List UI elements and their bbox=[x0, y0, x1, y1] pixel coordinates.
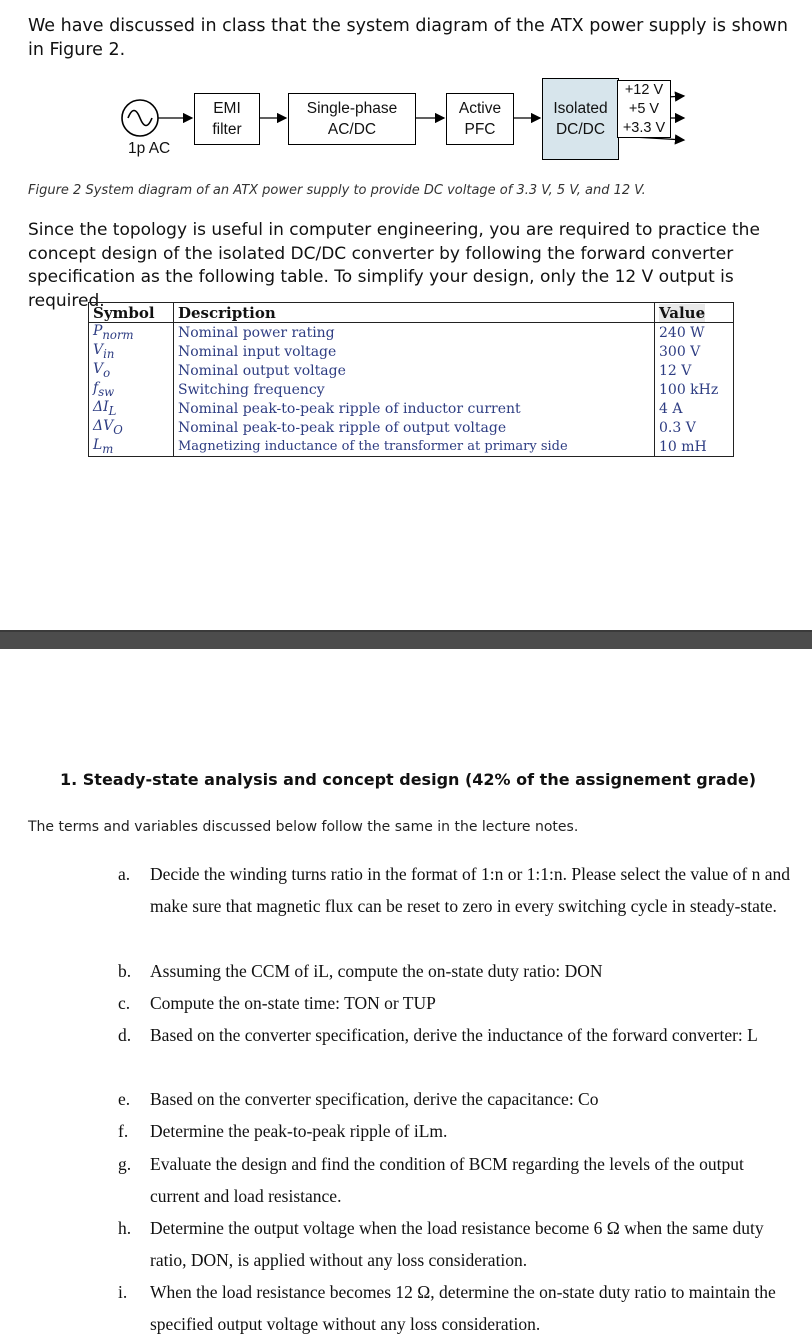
symbol-cell: $\Delta I_L$ bbox=[89, 399, 174, 418]
value-cell: 0.3 V bbox=[655, 418, 734, 437]
section-note: The terms and variables discussed below follow the same in the lecture notes. bbox=[28, 819, 579, 835]
table-row bbox=[89, 437, 734, 457]
header-description: Description bbox=[174, 303, 655, 323]
design-paragraph: Since the topology is useful in computer engineering, you are required to practice the concept design of the isolated DC/DC converter by following the forward converter specification as the following table. To simplify your design, only the 12 V output is required. bbox=[28, 220, 760, 311]
isolated-dcdc-block: Isolated DC/DC bbox=[542, 78, 619, 160]
value-cell: 100 kHz bbox=[655, 380, 734, 399]
intro-text: We have discussed in class that the system diagram of the ATX power supply is shown in Figure 2. bbox=[28, 16, 788, 60]
description-cell: Nominal power rating bbox=[174, 323, 655, 343]
value-cell: 4 A bbox=[655, 399, 734, 418]
system-diagram bbox=[0, 72, 812, 172]
table-row bbox=[89, 342, 734, 361]
output-voltages bbox=[617, 80, 671, 138]
table-row bbox=[89, 361, 734, 380]
description-cell: Nominal input voltage bbox=[174, 342, 655, 361]
table-row bbox=[89, 323, 734, 343]
symbol-cell: $\Delta V_O$ bbox=[89, 418, 174, 437]
symbol-cell: $L_m$ bbox=[89, 437, 174, 457]
description-cell: Nominal output voltage bbox=[174, 361, 655, 380]
description-cell: Nominal peak-to-peak ripple of inductor current bbox=[174, 399, 655, 418]
ac-dc-block: Single-phase AC/DC bbox=[288, 93, 416, 145]
symbol-cell: $V_{in}$ bbox=[89, 342, 174, 361]
table-row bbox=[89, 380, 734, 399]
symbol-cell: $P_{norm}$ bbox=[89, 323, 174, 343]
table-row bbox=[89, 399, 734, 418]
header-symbol: Symbol bbox=[89, 303, 174, 323]
value-cell: 10 mH bbox=[655, 437, 734, 457]
ac-source-icon bbox=[122, 100, 158, 136]
header-value: Value bbox=[655, 303, 734, 323]
value-cell: 12 V bbox=[655, 361, 734, 380]
symbol-cell: $V_o$ bbox=[89, 361, 174, 380]
output-5v: +5 V bbox=[628, 100, 660, 117]
ac-source-label: 1p AC bbox=[128, 140, 171, 157]
value-cell: 300 V bbox=[655, 342, 734, 361]
description-cell: Nominal peak-to-peak ripple of output voltage bbox=[174, 418, 655, 437]
output-3v3: +3.3 V bbox=[622, 119, 666, 136]
value-cell: 240 W bbox=[655, 323, 734, 343]
page-separator bbox=[0, 630, 812, 649]
description-cell: Switching frequency bbox=[174, 380, 655, 399]
section-heading: 1. Steady-state analysis and concept design (42% of the assignement grade) bbox=[60, 770, 757, 789]
description-cell: Magnetizing inductance of the transformer at primary side bbox=[174, 437, 655, 457]
table-header-row bbox=[89, 303, 734, 323]
symbol-cell: $f_{sw}$ bbox=[89, 380, 174, 399]
table-row bbox=[89, 418, 734, 437]
output-12v: +12 V bbox=[624, 82, 664, 99]
spec-table bbox=[88, 302, 734, 457]
figure-caption: Figure 2 System diagram of an ATX power supply to provide DC voltage of 3.3 V, 5 V, and 12 V. bbox=[28, 183, 646, 198]
pfc-block: Active PFC bbox=[446, 93, 514, 145]
emi-filter-block: EMI filter bbox=[194, 93, 260, 145]
